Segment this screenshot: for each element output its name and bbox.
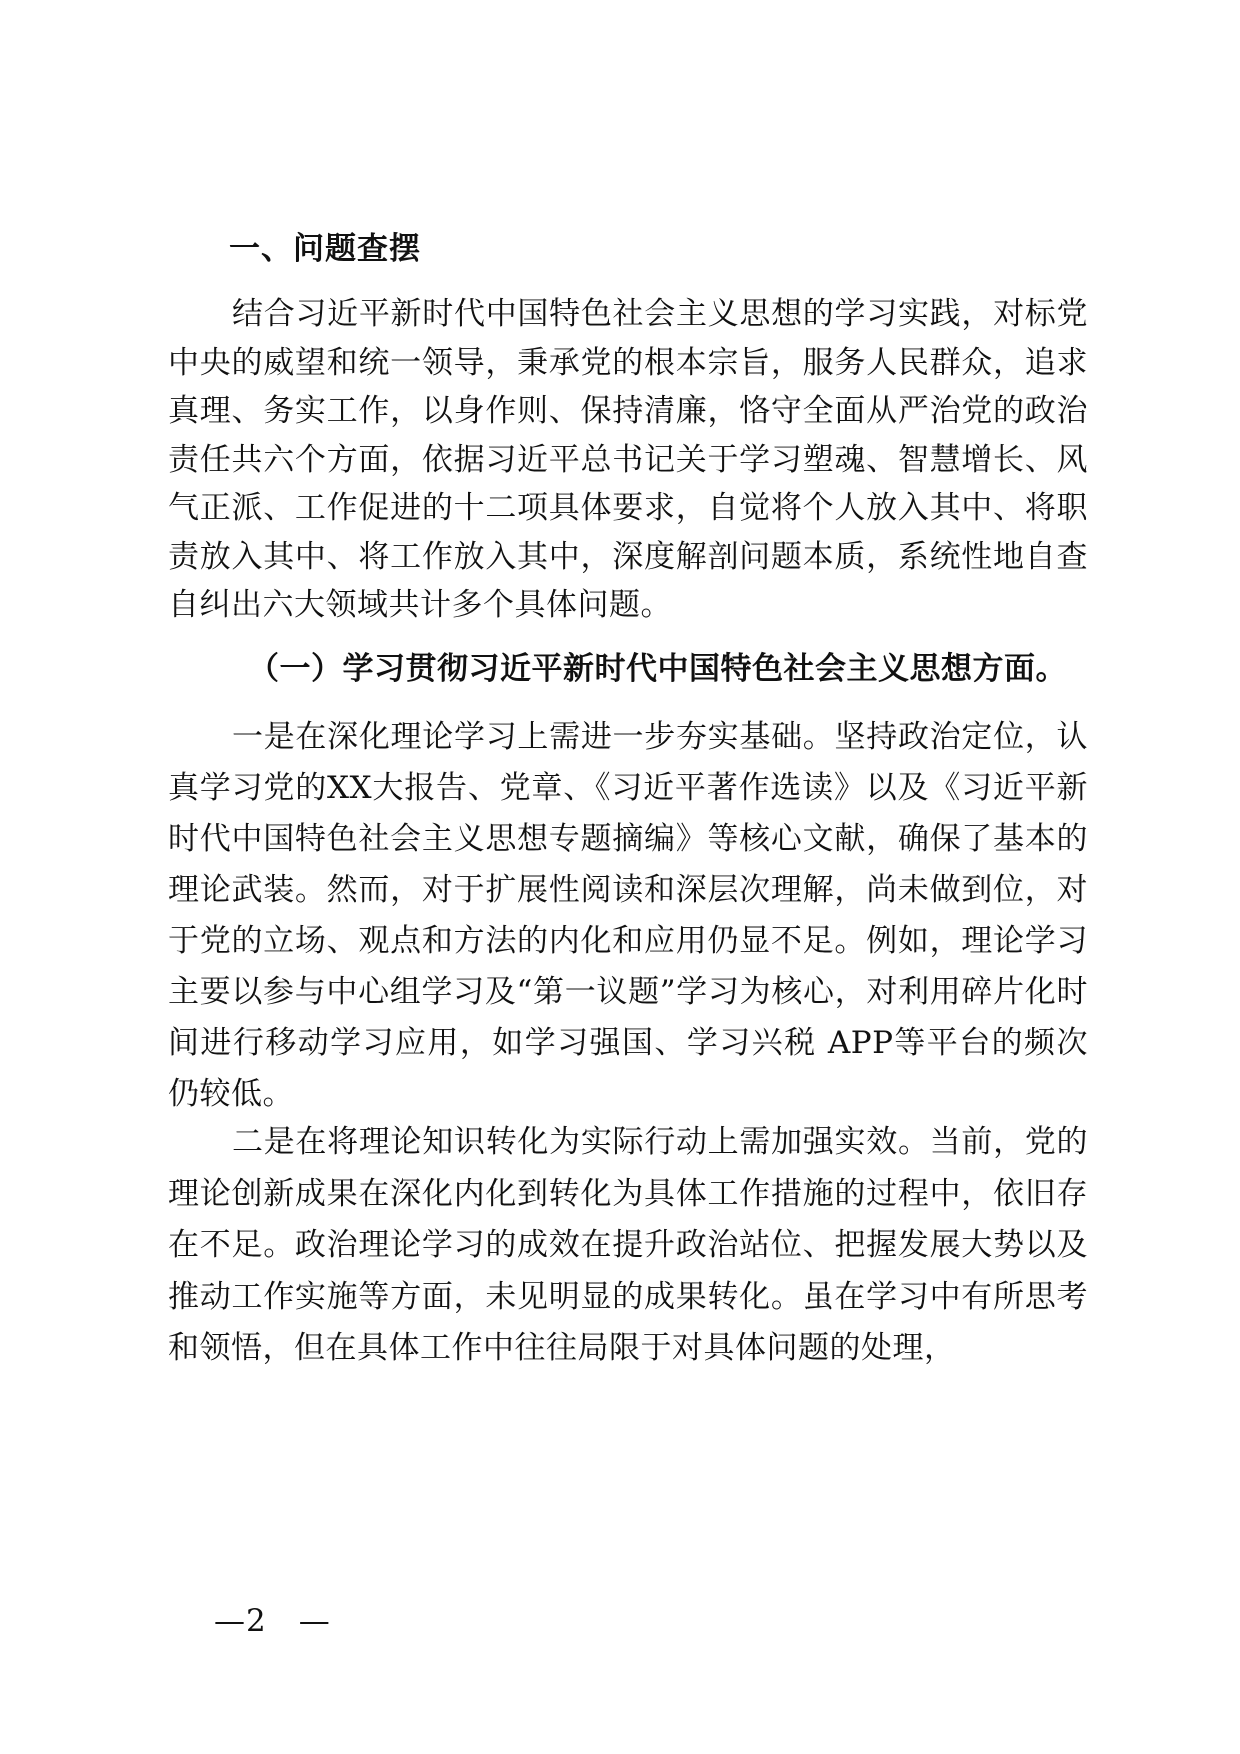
paragraph-2: 二是在将理论知识转化为实际行动上需加强实效。当前，党的理论创新成果在深化内化到转化为具体工作措施的过程中，依旧存在不足。政治理论学习的成效在提升政治站位、把握发展大势以及推动工作实施等方面，未见明显的成果转化。虽在学习中有所思考和领悟，但在具体工作中往往局限于对具体问题的处理， bbox=[168, 1124, 1088, 1366]
section-heading: 一、问题查摆 bbox=[229, 231, 421, 267]
page-number: —2 — bbox=[214, 1603, 331, 1639]
intro-paragraph: 结合习近平新时代中国特色社会主义思想的学习实践，对标党中央的威望和统一领导，秉承党的根本宗旨，服务人民群众，追求真理、务实工作，以身作则、保持清廉，恪守全面从严治党的政治责任共六个方面，依据习近平总书记关于学习塑魂、智慧增长、风气正派、工作促进的十二项具体要求，自觉将个人放入其中、将职责放入其中、将工作放入其中，深度解剖问题本质，系统性地自查自纠出六大领域共计多个具体问题。 bbox=[168, 296, 1088, 623]
paragraph-1: 一是在深化理论学习上需进一步夯实基础。坚持政治定位，认真学习党的XX大报告、党章、《习近平著作选读》以及《习近平新时代中国特色社会主义思想专题摘编》等核心文献，确保了基本的理论武装。然而，对于扩展性阅读和深层次理解，尚未做到位，对于党的立场、观点和方法的内化和应用仍显不足。例如，理论学习主要以参与中心组学习及“第一议题”学习为核心，对利用碎片化时间进行移动学习应用，如学习强国、学习兴税 APP等平台的频次仍较低。 bbox=[168, 719, 1088, 1112]
subsection-heading: （一）学习贯彻习近平新时代中国特色社会主义思想方面。 bbox=[248, 651, 1067, 687]
